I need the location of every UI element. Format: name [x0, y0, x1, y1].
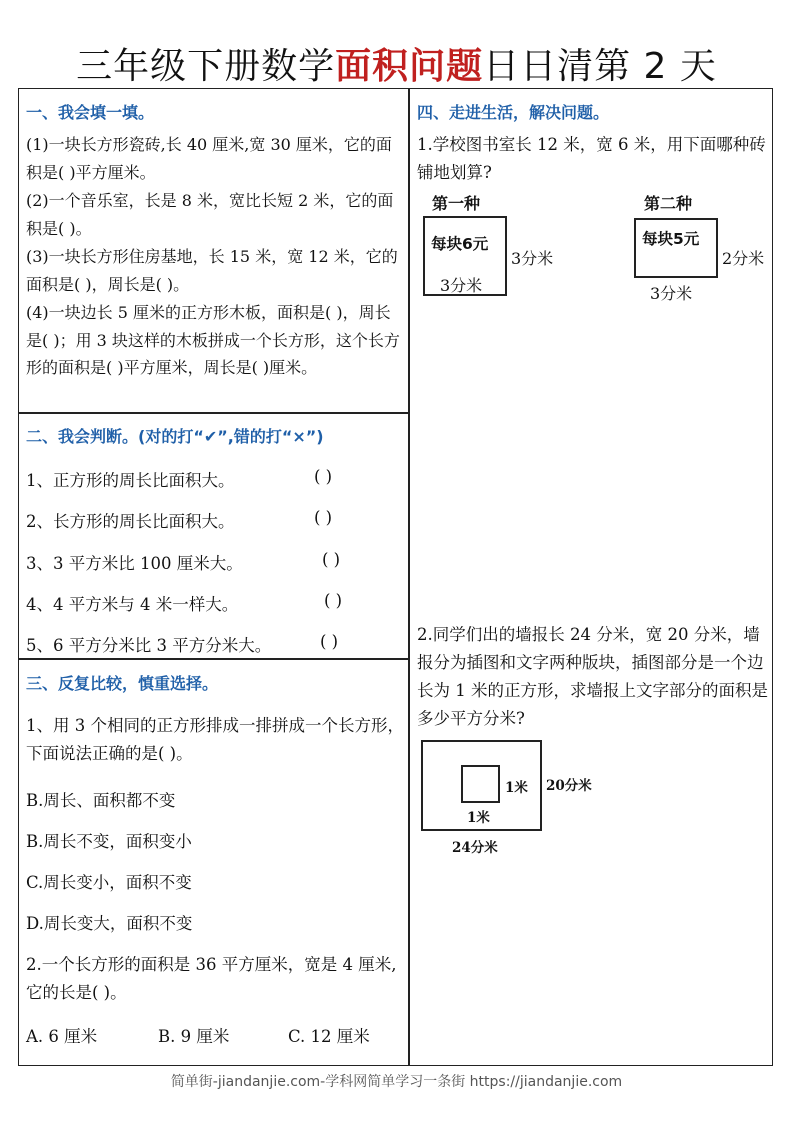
judge-item-1: 1、正方形的周长比面积大。	[26, 471, 235, 490]
fill-q1: (1)一块长方形瓷砖,长 40 厘米,宽 30 厘米，它的面积是( )平方厘米。	[26, 135, 392, 182]
choice-q2: 2.一个长方形的面积是 36 平方厘米，宽是 4 厘米,它的长是( )。	[26, 955, 397, 1002]
section3-title: 三、反复比较，慎重选择。	[26, 674, 219, 693]
judge-answer-1: ( )	[314, 467, 333, 486]
fill-q4: (4)一块边长 5 厘米的正方形木板，面积是( )，周长是( )；用 3 块这样的木板拼成一个长方形，这个长方形的面积是( )平方厘米，周长是( )厘米。	[26, 303, 400, 377]
judge-answer-4: ( )	[324, 591, 343, 610]
choice-option-1: B.周长、面积都不变	[26, 791, 176, 810]
choice-q2-option-a: A. 6 厘米	[26, 1027, 98, 1046]
section2-title: 二、我会判断。(对的打“✔”,错的打“×”)	[26, 427, 324, 446]
choice-option-4: D.周长变大，面积不变	[26, 914, 193, 933]
fill-q3: (3)一块长方形住房基地，长 15 米，宽 12 米，它的面积是( )，周长是( )。	[26, 247, 398, 294]
choice-q2-option-c: C. 12 厘米	[288, 1027, 370, 1046]
outer-bottom-label: 24分米	[452, 840, 498, 856]
title-part2: 日日清第 2 天	[483, 46, 717, 87]
tile1-bottom-label: 3分米	[440, 276, 483, 295]
choice-q1: 1、用 3 个相同的正方形排成一排拼成一个长方形，下面说法正确的是( )。	[26, 716, 404, 763]
column-divider	[408, 88, 410, 1066]
tile2-price: 每块5元	[642, 230, 700, 248]
problem-q1: 1.学校图书室长 12 米，宽 6 米，用下面哪种砖铺地划算?	[417, 135, 766, 182]
tile1-side-label: 3分米	[511, 249, 554, 268]
title-highlight: 面积问题	[335, 46, 484, 87]
choice-option-3: C.周长变小，面积不变	[26, 873, 192, 892]
inner-side-label: 1米	[505, 780, 528, 796]
judge-answer-5: ( )	[320, 632, 339, 651]
wall-inner-square	[461, 765, 500, 803]
footer-watermark: 简单街-jiandanjie.com-学科网简单学习一条街 https://jiandanjie.com	[170, 1074, 623, 1090]
section-divider-1	[18, 412, 409, 414]
outer-side-label: 20分米	[546, 778, 592, 794]
inner-bottom-label: 1米	[467, 810, 490, 826]
judge-item-4: 4、4 平方米与 4 米一样大。	[26, 595, 239, 614]
judge-item-3: 3、3 平方米比 100 厘米大。	[26, 554, 243, 573]
judge-answer-2: ( )	[314, 508, 333, 527]
page-title	[0, 38, 793, 89]
title-part1: 三年级下册数学	[76, 46, 336, 87]
tile2-bottom-label: 3分米	[650, 284, 693, 303]
choice-option-2: B.周长不变，面积变小	[26, 832, 192, 851]
section-divider-2	[18, 658, 409, 660]
problem-q2: 2.同学们出的墙报长 24 分米，宽 20 分米，墙报分为插图和文字两种版块，插图部分是一个边长为 1 米的正方形，求墙报上文字部分的面积是多少平方分米?	[417, 625, 768, 728]
tile2-name: 第二种	[644, 194, 693, 213]
section4-title: 四、走进生活，解决问题。	[417, 103, 610, 122]
judge-answer-3: ( )	[322, 550, 341, 569]
section1-title: 一、我会填一填。	[26, 103, 155, 122]
tile2-side-label: 2分米	[722, 249, 765, 268]
tile1-name: 第一种	[432, 194, 481, 213]
choice-q2-option-b: B. 9 厘米	[158, 1027, 230, 1046]
judge-item-5: 5、6 平方分米比 3 平方分米大。	[26, 636, 272, 655]
judge-item-2: 2、长方形的周长比面积大。	[26, 512, 235, 531]
tile1-price: 每块6元	[431, 235, 489, 253]
fill-q2: (2)一个音乐室，长是 8 米，宽比长短 2 米，它的面积是( )。	[26, 191, 394, 238]
